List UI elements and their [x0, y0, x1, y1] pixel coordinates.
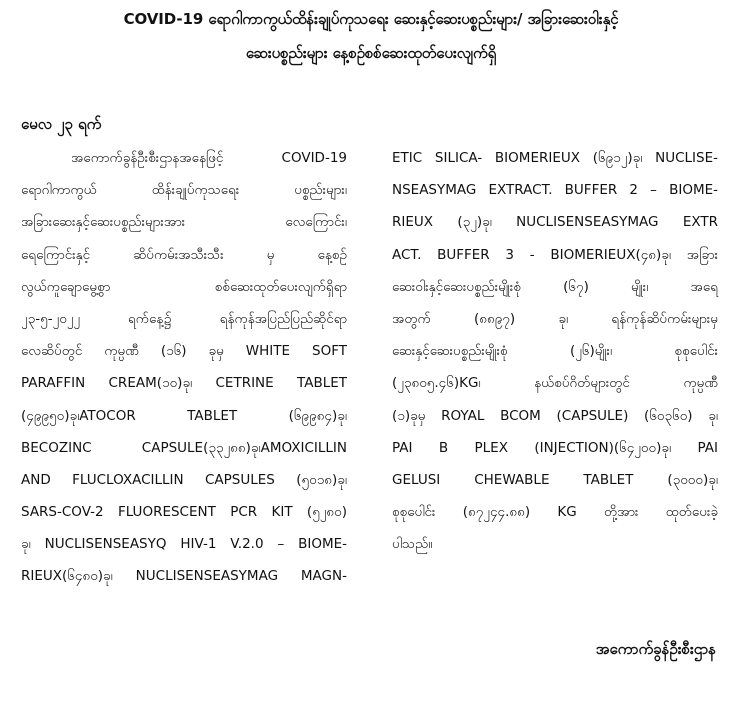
body-line: လွယ်ကူချောမွေ့စွာ စစ်ဆေးထုတ်ပေးလျက်ရှိရာ — [21, 278, 347, 295]
body-line: ဆေးဝါးနှင့်ဆေးပစ္စည်းမျိုးစုံ (၆၇) မျိုး၊ အရေ — [392, 278, 718, 295]
body-line: ဆေးနှင့်ဆေးပစ္စည်းမျိုးစုံ (၂၆)မျိုး၊ စုစုပေါင်း — [392, 343, 718, 360]
body-line: (၄၉၉၅၀)ခု၊ATOCOR TABLET (၆၉၉၈၄)ခု၊ — [21, 407, 347, 424]
body-line: (၂၃၈၀၅.၄၆)KG၊ နယ်စပ်ဂိတ်များတွင် ကုမ္ပဏီ — [392, 375, 718, 392]
body-line: AND FLUCLOXACILLIN CAPSULES (၅၀၁၈)ခု၊ — [21, 471, 347, 488]
body-line: RIEUX(၆၄၈၀)ခု၊ NUCLISENSEASYMAG MAGN- — [21, 568, 347, 585]
body-line: အတွက် (၈၈၉၇) ခု၊ ရန်ကုန်ဆိပ်ကမ်းများမှ — [392, 310, 718, 327]
body-line: ရောဂါကာကွယ် ထိန်းချုပ်ကုသရေး ပစ္စည်းများ၊ — [21, 182, 347, 199]
body-column-left — [21, 146, 347, 597]
body-line: ၂၃-၅-၂၀၂၂ ရက်နေ့၌ ရန်ကုန်အပြည်ပြည်ဆိုင်ရာ — [21, 310, 347, 327]
body-line: ပါသည်။ — [392, 536, 433, 553]
date-label: မေလ ၂၃ ရက် — [21, 115, 102, 133]
body-line: SARS-COV-2 FLUORESCENT PCR KIT (၅၂၈၀) — [21, 504, 347, 521]
body-line: NSEASYMAG EXTRACT. BUFFER 2 – BIOME- — [392, 182, 718, 199]
body-line: PARAFFIN CREAM(၁၀)ခု၊ CETRINE TABLET — [21, 375, 347, 392]
body-line: BECOZINC CAPSULE(၃၃၂၈၈)ခု၊AMOXICILLIN — [21, 439, 347, 456]
body-line: PAI B PLEX (INJECTION)(၆၄၂၀၀)ခု၊ PAI — [392, 439, 718, 456]
body-line: ရေကြောင်းနှင့် ဆိပ်ကမ်းအသီးသီး မှ နေ့စဉ် — [21, 246, 347, 263]
body-line: အကောက်ခွန်ဦးစီးဌာနအနေဖြင့် COVID-19 — [71, 150, 347, 166]
signature-department: အကောက်ခွန်ဦးစီးဌာန — [595, 640, 716, 658]
body-line: ခု၊ NUCLISENSEASYQ HIV-1 V.2.0 – BIOME- — [21, 536, 347, 553]
body-line: (၁)ခုမှ ROYAL BCOM (CAPSULE) (၆၀၃၆၀) ခု၊ — [392, 407, 718, 424]
headline-line-2: ဆေးပစ္စည်းများ နေ့စဉ်စစ်ဆေးထုတ်ပေးလျက်ရှိ — [245, 44, 497, 62]
body-line: GELUSI CHEWABLE TABLET (၃၀၀၀)ခု၊ — [392, 471, 718, 488]
body-line: လေဆိပ်တွင် ကုမ္ပဏီ (၁၆) ခုမှ WHITE SOFT — [21, 343, 347, 360]
body-line: စုစုပေါင်း (၈၇၂၄၄.၈၈) KG တို့အား ထုတ်ပေးခဲ့ — [392, 504, 718, 521]
body-column-right — [392, 146, 718, 564]
body-line: အခြားဆေးနှင့်ဆေးပစ္စည်းများအား လေကြောင်း၊ — [21, 214, 347, 231]
body-line: ACT. BUFFER 3 - BIOMERIEUX(၄၈)ခု၊ အခြား — [392, 246, 718, 263]
body-line: ETIC SILICA- BIOMERIEUX (၆၉၁၂)ခု၊ NUCLISE- — [392, 150, 718, 166]
body-line: RIEUX (၃၂)ခု၊ NUCLISENSEASYMAG EXTR — [392, 214, 718, 231]
headline-line-1: COVID-19 ရောဂါကာကွယ်ထိန်းချုပ်ကုသရေး ဆေးနှင့်ဆေးပစ္စည်းများ/ အခြားဆေးဝါးနှင့် — [123, 10, 619, 28]
